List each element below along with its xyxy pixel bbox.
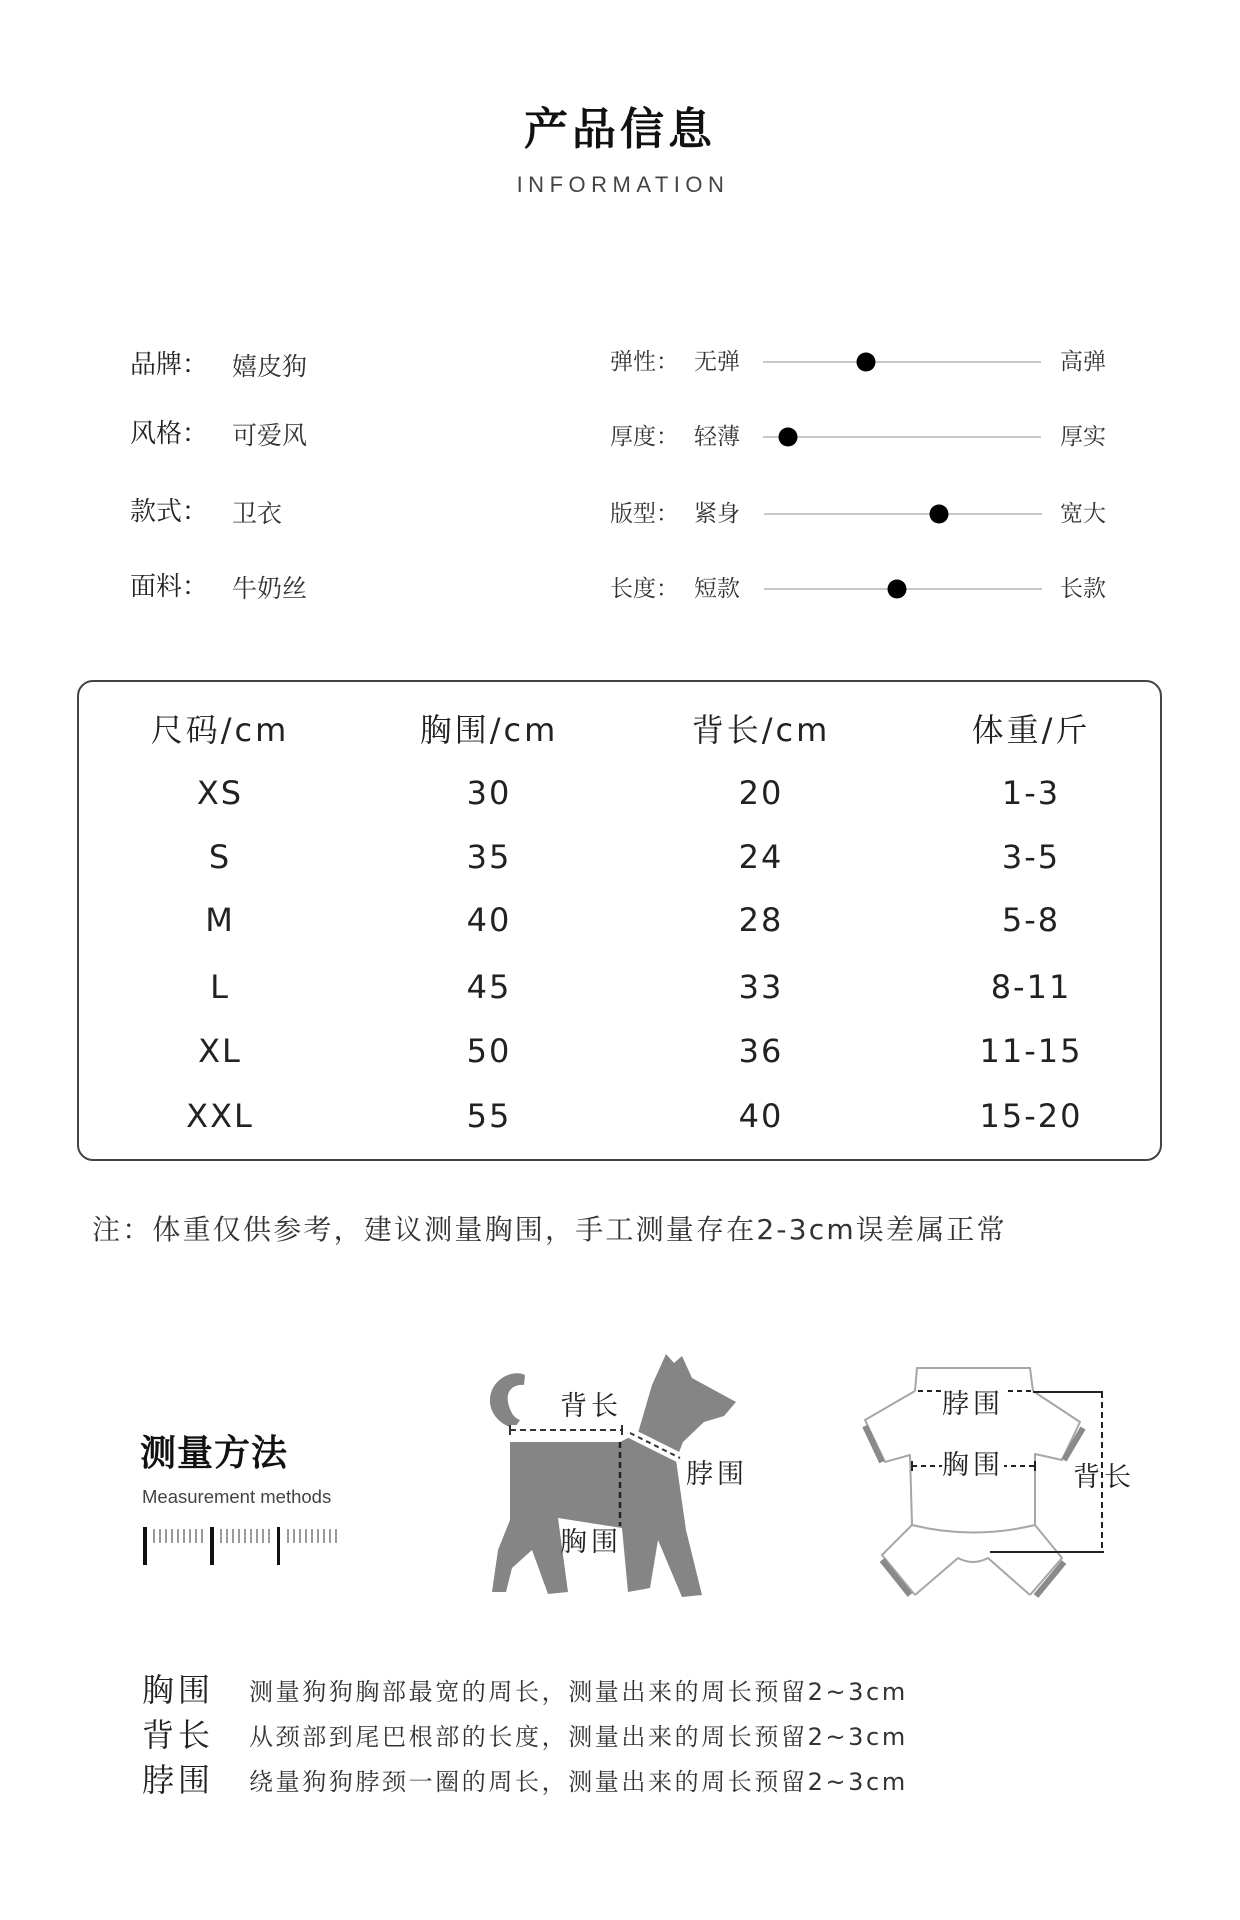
scale-fit-label: 版型： (610, 501, 679, 527)
chest-cell: 45 (466, 968, 512, 1006)
size-header-weight: 体重/斤 (971, 711, 1091, 749)
size-cell: S (208, 838, 232, 876)
definition-term: 脖围 (142, 1761, 215, 1799)
attr-brand-label: 品牌： (130, 350, 209, 380)
dog-label-back: 背长 (560, 1391, 622, 1422)
scale-thickness-label: 厚度： (610, 424, 679, 450)
size-header-chest: 胸围/cm (419, 711, 559, 749)
scale-fit-min: 紧身 (694, 501, 740, 527)
size-cell: XL (198, 1032, 242, 1070)
back-cell: 20 (738, 774, 784, 812)
definition-text: 绕量狗狗脖颈一圈的周长，测量出来的周长预留2~3cm (249, 1768, 908, 1796)
scale-length-track (764, 588, 1042, 590)
scale-elasticity-label: 弹性： (610, 349, 679, 375)
attr-type-label: 款式： (130, 497, 209, 527)
scale-thickness-indicator (779, 428, 798, 447)
garment-label-chest: 胸围 (942, 1450, 1004, 1481)
chest-cell: 40 (466, 901, 512, 939)
weight-cell: 3-5 (1001, 838, 1061, 876)
definition-text: 从颈部到尾巴根部的长度，测量出来的周长预留2~3cm (249, 1723, 908, 1751)
garment-label-neck: 脖围 (942, 1389, 1004, 1420)
weight-cell: 1-3 (1001, 774, 1061, 812)
back-cell: 36 (738, 1032, 784, 1070)
attr-type-value: 卫衣 (232, 499, 283, 528)
size-cell: XS (196, 774, 244, 812)
definition-term: 背长 (142, 1716, 215, 1754)
weight-cell: 8-11 (990, 968, 1072, 1006)
back-cell: 24 (738, 838, 784, 876)
attr-style-value: 可爱风 (232, 421, 308, 450)
scale-fit-track (764, 513, 1042, 515)
scale-elasticity-min: 无弹 (694, 349, 740, 375)
chest-cell: 30 (466, 774, 512, 812)
size-header-size: 尺码/cm (150, 711, 290, 749)
size-cell: M (205, 901, 235, 939)
chest-cell: 55 (466, 1097, 512, 1135)
definition-text: 测量狗狗胸部最宽的周长，测量出来的周长预留2~3cm (249, 1678, 908, 1706)
scale-thickness-max: 厚实 (1060, 424, 1106, 450)
dog-label-chest: 胸围 (560, 1527, 622, 1558)
dog-label-neck: 脖围 (686, 1459, 748, 1490)
scale-length-label: 长度： (610, 576, 679, 602)
scale-thickness-track (763, 436, 1041, 438)
measure-subtitle: Measurement methods (142, 1486, 332, 1507)
weight-cell: 11-15 (979, 1032, 1083, 1070)
size-header-back: 背长/cm (691, 711, 831, 749)
page-subtitle: INFORMATION (516, 172, 730, 197)
garment-label-back: 背长 (1073, 1462, 1135, 1493)
measure-title: 测量方法 (140, 1433, 289, 1474)
size-note: 注：体重仅供参考，建议测量胸围，手工测量存在2-3cm误差属正常 (92, 1213, 1007, 1246)
page-title: 产品信息 (524, 104, 716, 155)
back-cell: 28 (738, 901, 784, 939)
weight-cell: 15-20 (979, 1097, 1083, 1135)
attr-style-label: 风格： (130, 419, 209, 449)
chest-cell: 50 (466, 1032, 512, 1070)
scale-length-indicator (888, 580, 907, 599)
ruler-icon (140, 1525, 350, 1567)
back-cell: 40 (738, 1097, 784, 1135)
scale-length-min: 短款 (694, 576, 740, 602)
scale-elasticity-max: 高弹 (1060, 349, 1106, 375)
scale-fit-indicator (930, 505, 949, 524)
scale-thickness-min: 轻薄 (694, 424, 740, 450)
attr-fabric-value: 牛奶丝 (232, 574, 308, 603)
back-cell: 33 (738, 968, 784, 1006)
chest-cell: 35 (466, 838, 512, 876)
size-cell: XXL (186, 1097, 254, 1135)
scale-length-max: 长款 (1060, 576, 1106, 602)
weight-cell: 5-8 (1001, 901, 1061, 939)
scale-elasticity-indicator (856, 353, 875, 372)
attr-brand-value: 嬉皮狗 (232, 352, 308, 381)
scale-elasticity-track (763, 361, 1041, 363)
attr-fabric-label: 面料： (130, 572, 209, 602)
size-cell: L (210, 968, 230, 1006)
definition-term: 胸围 (142, 1671, 215, 1709)
scale-fit-max: 宽大 (1060, 501, 1106, 527)
